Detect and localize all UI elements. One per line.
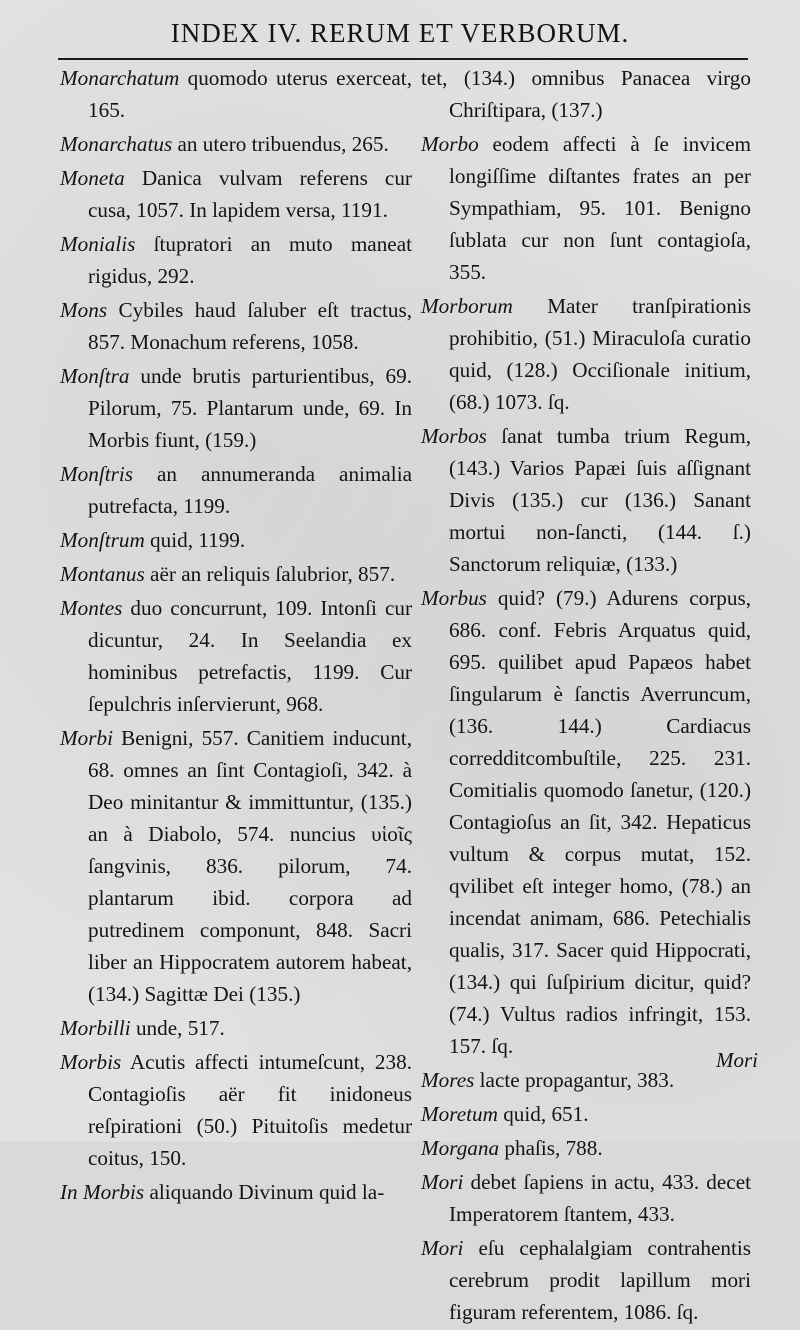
index-entry: Moneta Danica vulvam referens cur cusa, 1057. In lapidem versa, 1191.	[60, 166, 412, 222]
index-entry: Morbis Acutis affecti intumeſcunt, 238. Contagioſis aër fit inidoneus reſpirationi (50.) Pituitoſis medetur coitus, 150.	[60, 1050, 412, 1170]
index-entry: Monſtris an annumeranda animalia putrefacta, 1199.	[60, 462, 412, 518]
catchword: Mori	[716, 1048, 758, 1072]
index-entry: Montes duo concurrunt, 109. Intonſi cur dicuntur, 24. In Seelandia ex hominibus petrefactis, 1199. Cur ſepulchris inſervierunt, 968.	[60, 596, 412, 716]
index-entry: Morbus quid? (79.) Adurens corpus, 686. conf. Febris Arquatus quid, 695. quilibet apud Papæos habet ſingularum è ſanctis Averruncum, (136. 144.) Cardiacus corredditcombuſtile, 225. 231. Comitialis quomodo ſanetur, (120.) Contagioſus an ſit, 342. Hepaticus vultum & corpus mutat, 152. qvilibet eſt integer homo, (78.) an incendat animam, 686. Petechialis qualis, 317. Sacer quid Hippocrati, (134.) qui ſuſpirium dicitur, quid? (74.) Vultus radios infringit, 153. 157. ſq.	[421, 586, 751, 1058]
index-entry: Monarchatus an utero tribuendus, 265.	[60, 132, 389, 156]
index-entry: Montanus aër an reliquis ſalubrior, 857.	[60, 562, 396, 586]
index-entry: Mori eſu cephalalgiam contrahentis cerebrum prodit lapillum mori figuram referentem, 1086. ſq.	[421, 1236, 751, 1324]
index-entry: Morbilli unde, 517.	[60, 1016, 225, 1040]
index-entry: Morgana phaſis, 788.	[421, 1136, 603, 1160]
index-entry: Monarchatum quomodo uterus exerceat, 165.	[60, 66, 412, 122]
index-entry: Morbi Benigni, 557. Canitiem inducunt, 68. omnes an ſint Contagioſi, 342. à Deo minitantur & immittuntur, (135.) an à Diabolo, 574. nuncius υἱοῖς ſangvinis, 836. pilorum, 74. plantarum ibid. corpora ad putredinem componunt, 848. Sacri liber an Hippocratem autorem habeat, (134.) Sagittæ Dei (135.)	[60, 726, 412, 1006]
running-header: INDEX IV. RERUM ET VERBORUM.	[170, 18, 630, 48]
index-entry: Morbos ſanat tumba trium Regum, (143.) Varios Papæi ſuis aſſignant Divis (135.) cur (136.) Sanant mortui non-ſancti, (144. ſ.) Sanctorum reliquiæ, (133.)	[421, 424, 751, 576]
index-entry: tet, (134.) omnibus Panacea virgo Chriſtipara, (137.)	[421, 66, 751, 122]
index-entry: Monſtrum quid, 1199.	[60, 528, 246, 552]
index-entry: Mons Cybiles haud ſaluber eſt tractus, 857. Monachum referens, 1058.	[60, 298, 412, 354]
index-entry: Mores lacte propagantur, 383.	[421, 1068, 675, 1092]
right-column	[421, 62, 751, 1330]
index-entry: Monialis ſtupratori an muto maneat rigidus, 292.	[60, 232, 412, 288]
index-entry: Morborum Mater tranſpirationis prohibitio, (51.) Miraculoſa curatio quid, (128.) Occiſionale initium, (68.) 1073. ſq.	[421, 294, 751, 414]
index-entry: Morbo eodem affecti à ſe invicem longiſſime diſtantes frates an per Sympathiam, 95. 101. Benigno ſublata cur non ſunt contagioſa, 355.	[421, 132, 751, 284]
index-entry: In Morbis aliquando Divinum quid la-	[60, 1180, 385, 1204]
left-column	[60, 62, 412, 1210]
index-entry: Mori debet ſapiens in actu, 433. decet Imperatorem ſtantem, 433.	[421, 1170, 751, 1226]
index-entry: Monſtra unde brutis parturientibus, 69. Pilorum, 75. Plantarum unde, 69. In Morbis fiunt, (159.)	[60, 364, 412, 452]
header-rule	[58, 58, 748, 60]
index-entry: Moretum quid, 651.	[421, 1102, 589, 1126]
